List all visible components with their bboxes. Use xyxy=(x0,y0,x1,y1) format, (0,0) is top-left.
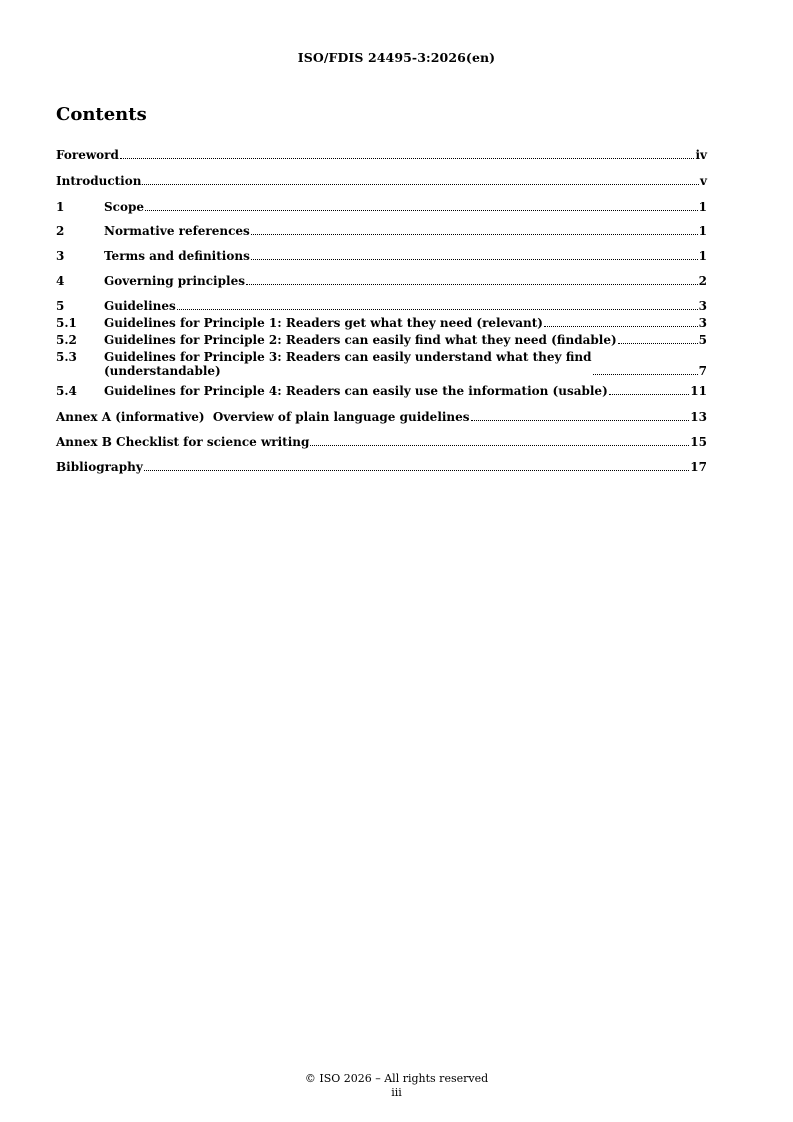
toc-entry-5-4[interactable] xyxy=(56,384,707,398)
toc-dot-leader xyxy=(544,325,698,327)
toc-entry-number: 5.1 xyxy=(56,316,77,330)
page-footer xyxy=(0,1072,793,1100)
toc-dot-leader xyxy=(142,183,699,185)
toc-entry-title: Scope xyxy=(104,200,145,214)
toc-entry-annex-b[interactable] xyxy=(56,435,707,449)
toc-entry-title: Guidelines for Principle 4: Readers can easily use the information (usable) xyxy=(104,384,608,398)
toc-entry-title: Annex B Checklist for science writing xyxy=(56,435,310,449)
toc-dot-leader xyxy=(310,444,689,446)
toc-dot-leader xyxy=(177,308,698,310)
toc-entry-page: 2 xyxy=(698,274,707,288)
toc-entry-title: Guidelines xyxy=(104,299,176,313)
contents-heading: Contents xyxy=(56,104,147,125)
toc-entry-page: 1 xyxy=(698,224,707,238)
toc-entry-number: 1 xyxy=(56,200,65,214)
toc-entry-introduction[interactable] xyxy=(56,174,707,188)
copyright-notice: © ISO 2026 – All rights reserved xyxy=(304,1072,489,1085)
toc-entry-title: Introduction xyxy=(56,174,142,188)
toc-entry-bibliography[interactable] xyxy=(56,460,707,474)
toc-entry-page: 5 xyxy=(698,333,707,347)
toc-entry-title: Annex A (informative) Overview of plain language guidelines xyxy=(56,410,470,424)
toc-entry-number: 5 xyxy=(56,299,65,313)
toc-dot-leader xyxy=(618,342,698,344)
toc-entry-title xyxy=(104,350,592,378)
toc-entry-number: 2 xyxy=(56,224,65,238)
toc-dot-leader xyxy=(120,157,695,159)
toc-entry-title: Guidelines for Principle 2: Readers can easily find what they need (findable) xyxy=(104,333,617,347)
toc-entry-number: 5.2 xyxy=(56,333,77,347)
toc-dot-leader xyxy=(144,469,690,471)
toc-entry-5-2[interactable] xyxy=(56,333,707,347)
toc-entry-scope[interactable] xyxy=(56,200,707,214)
toc-entry-page: 1 xyxy=(698,200,707,214)
toc-dot-leader xyxy=(593,373,698,375)
toc-entry-number: 5.4 xyxy=(56,384,77,398)
toc-entry-title: Guidelines for Principle 1: Readers get what they need (relevant) xyxy=(104,316,543,330)
toc-entry-page: 13 xyxy=(690,410,707,424)
toc-entry-page: v xyxy=(700,174,707,188)
toc-entry-title: Bibliography xyxy=(56,460,143,474)
toc-entry-page: 1 xyxy=(698,249,707,263)
toc-dot-leader xyxy=(471,419,690,421)
toc-entry-number: 5.3 xyxy=(56,350,77,364)
toc-dot-leader xyxy=(251,258,698,260)
toc-entry-page: 17 xyxy=(690,460,707,474)
document-header: ISO/FDIS 24495-3:2026(en) xyxy=(297,50,496,65)
toc-dot-leader xyxy=(609,393,690,395)
toc-entry-5-3[interactable] xyxy=(56,350,707,378)
toc-entry-annex-a[interactable] xyxy=(56,410,707,424)
toc-entry-title-line-2: (understandable) xyxy=(104,364,221,378)
toc-entry-page: iv xyxy=(695,148,707,162)
toc-entry-page: 7 xyxy=(698,364,707,378)
toc-entry-number: 4 xyxy=(56,274,65,288)
toc-entry-page: 3 xyxy=(698,316,707,330)
toc-entry-page: 15 xyxy=(690,435,707,449)
toc-entry-title: Terms and definitions xyxy=(104,249,250,263)
toc-entry-governing-principles[interactable] xyxy=(56,274,707,288)
toc-entry-title: Foreword xyxy=(56,148,119,162)
toc-entry-title: Governing principles xyxy=(104,274,245,288)
toc-entry-title-line-1: Guidelines for Principle 3: Readers can easily understand what they find xyxy=(104,350,592,364)
toc-entry-title: Normative references xyxy=(104,224,250,238)
toc-dot-leader xyxy=(145,209,698,211)
toc-entry-normative-references[interactable] xyxy=(56,224,707,238)
toc-dot-leader xyxy=(246,283,698,285)
page-number: iii xyxy=(391,1086,402,1099)
toc-dot-leader xyxy=(251,233,698,235)
toc-entry-5-1[interactable] xyxy=(56,316,707,330)
toc-entry-number: 3 xyxy=(56,249,65,263)
toc-entry-page: 11 xyxy=(690,384,707,398)
toc-entry-terms-and-definitions[interactable] xyxy=(56,249,707,263)
toc-entry-guidelines[interactable] xyxy=(56,299,707,313)
toc-entry-foreword[interactable] xyxy=(56,148,707,162)
toc-entry-page: 3 xyxy=(698,299,707,313)
